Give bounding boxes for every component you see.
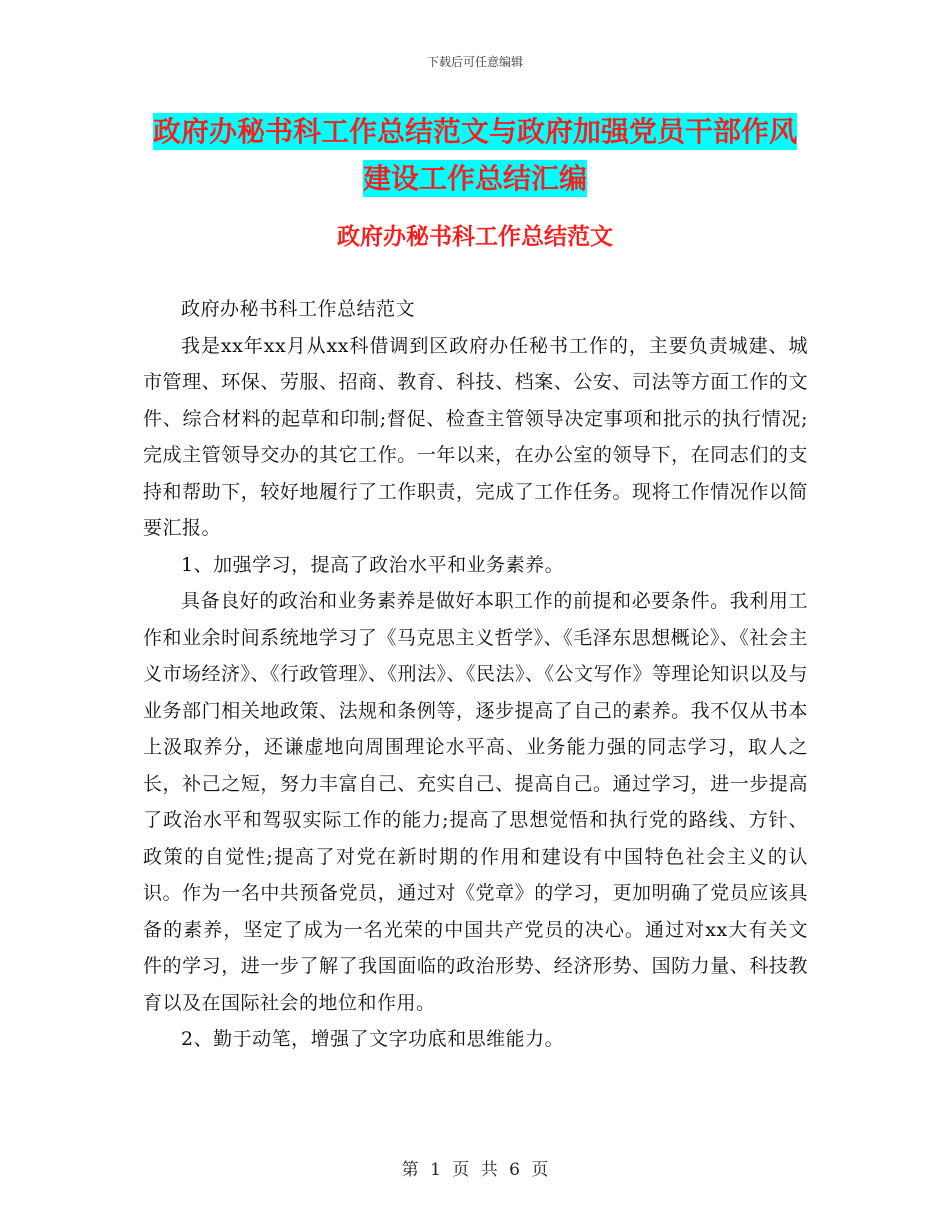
paragraph-subtitle: 政府办秘书科工作总结范文 [181, 298, 416, 320]
paragraph-intro: 我是xx年xx月从xx科借调到区政府办任秘书工作的，主要负责城建、城市管理、环保、劳服、招商、教育、科技、档案、公安、司法等方面工作的文件、综合材料的起草和印制;督促、检查主管领导决定事项和批示的执行情况;完成主管领导交办的其它工作。一年以来，在办公室的领导下，在同志们的支持和帮助下，较好地履行了工作职责，完成了工作任务。现将工作情况作以简要汇报。 [143, 334, 808, 539]
section-title: 政府办秘书科工作总结范文 [337, 224, 613, 250]
document-title [140, 108, 810, 202]
paragraph-heading-1: 1、加强学习，提高了政治水平和业务素养。 [181, 553, 565, 576]
page-number: 第 1 页 共 6 页 [401, 1160, 549, 1180]
paragraph-study: 具备良好的政治和业务素养是做好本职工作的前提和必要条件。我利用工作和业余时间系统地学习了《马克思主义哲学》、《毛泽东思想概论》、《社会主义市场经济》、《行政管理》、《刑法》、《民法》、《公文写作》等理论知识以及与业务部门相关地政策、法规和条例等，逐步提高了自己的素养。我不仅从书本上汲取养分，还谦虚地向周围理论水平高、业务能力强的同志学习，取人之长，补己之短，努力丰富自己、充实自己、提高自己。通过学习，进一步提高了政治水平和驾驭实际工作的能力;提高了思想觉悟和执行党的路线、方针、政策的自觉性;提高了对党在新时期的作用和建设有中国特色社会主义的认识。作为一名中共预备党员，通过对《党章》的学习，更加明确了党员应该具备的素养，坚定了成为一名光荣的中国共产党员的决心。通过对xx大有关文件的学习，进一步了解了我国面临的政治形势、经济形势、国防力量、科技教育以及在国际社会的地位和作用。 [143, 590, 809, 1014]
document-title-text: 政府办秘书科工作总结范文与政府加强党员干部作风建设工作总结汇编 [152, 115, 797, 195]
paragraph-heading-2: 2、勤于动笔，增强了文字功底和思维能力。 [181, 1028, 565, 1050]
document-body [143, 291, 808, 1058]
header-note: 下载后可任意编辑 [426, 55, 523, 69]
